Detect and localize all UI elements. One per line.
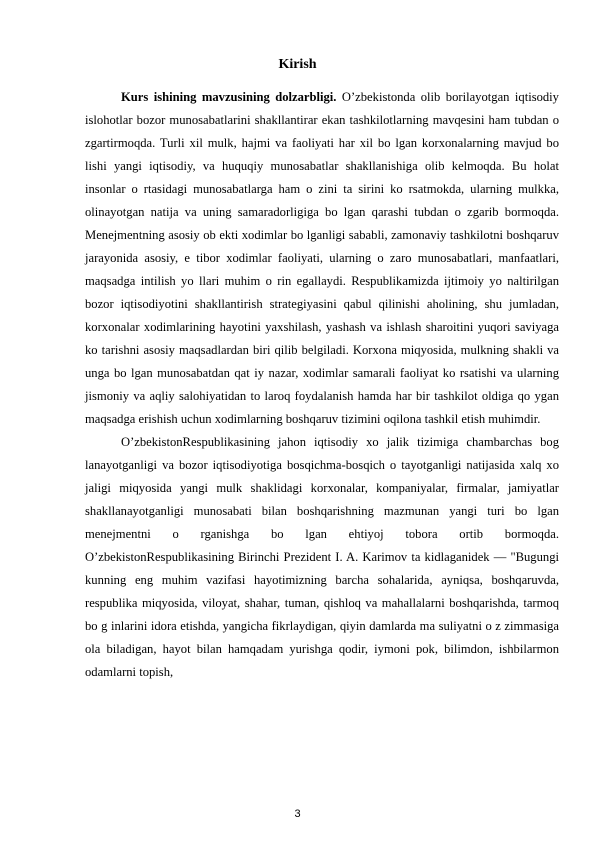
paragraph-uzbekistan: O’zbekistonRespublikasining jahon iqtisodiy xo jalik tizimiga chambarchas bog lanayotganligi va bozor iqtisodiyotiga bosqichma-bosqich o tayotganligi natijasida xalq xo jaligi miqyosida yangi mulk shaklidagi korxonalar, kompaniyalar, firmalar, jamiyatlar shakllanayotganligi munosabati bilan boshqarishning mazmunan yangi turi bo lgan menejmentni o rganishga bo lgan ehtiyoj tobora ortib bormoqda. O’zbekistonRespublikasining Birinchi Prezident I. A. Karimov ta kidlaganidek — "Bugungi kunning eng muhim vazifasi hayotimizning barcha sohalarida, ayniqsa, boshqaruvda, respublika miqyosida, viloyat, shahar, tuman, qishloq va mahallalarni boshqarishda, tarmoq bo g inlarini idora etishda, yangicha fikrlaydigan, qiyin damlarda ma suliyatni o z zimmasiga ola biladigan, hayot bilan hamqadam yurishga qodir, iymoni pok, bilimdon, ishbilarmon odamlarni topish, bbox=[85, 435, 559, 679]
page-number: 3 bbox=[294, 808, 301, 820]
document-body bbox=[85, 86, 559, 684]
paragraph-relevance bbox=[85, 86, 559, 431]
paragraph-text: O’zbekistonda olib borilayotgan iqtisodiy islohotlar bozor munosabatlarini shakllantirar ekan tashkilotlarning mavqesini ham tubdan o zgartirmoqda. Turli xil mulk, hajmi va faoliyati har xil bo lgan korxonalarning mavjud bo lishi yangi iqtisodiy, va huquqiy munosabatlar shakllanishiga olib kelmoqda. Bu holat insonlar o rtasidagi munosabatlarga ham o zini ta sirini ko rsatmokda, ularning mulkka, olinayotgan natija va uning samaradorligiga bo lgan qarashi tubdan o zgarib bormoqda. Menejmentning asosiy ob ekti xodimlar bo lganligi sababli, zamonaviy tashkilotni boshqaruv jarayonida asosiy, e tibor xodimlar faoliyati, ularning o zaro munosabatlari, manfaatlari, maqsadga intilish yo llari muhim o rin egallaydi. Respublikamizda ijtimoiy yo naltirilgan bozor iqtisodiyotini shakllantirish strategiyasini qabul qilinishi aholining, shu jumladan, korxonalar xodimlarining hayotini yaxshilash, yashash va ishlash sharoitini yuqori saviyaga ko tarishni asosiy maqsadlardan biri qilib belgiladi. Korxona miqyosida, mulkning shakli va unga bo lgan munosabatdan qat iy nazar, xodimlar samarali faoliyat ko rsatishi va ularning jismoniy va aqliy salohiyatidan to laroq foydalanish hamda har bir tashkilot oldiga qo ygan maqsadga erishish uchun xodimlarning boshqaruv tizimini oqilona tashkil etish muhimdir. bbox=[85, 90, 559, 426]
paragraph-lead: Kurs ishining mavzusining dolzarbligi. bbox=[121, 90, 337, 104]
page-title: Kirish bbox=[278, 57, 317, 72]
